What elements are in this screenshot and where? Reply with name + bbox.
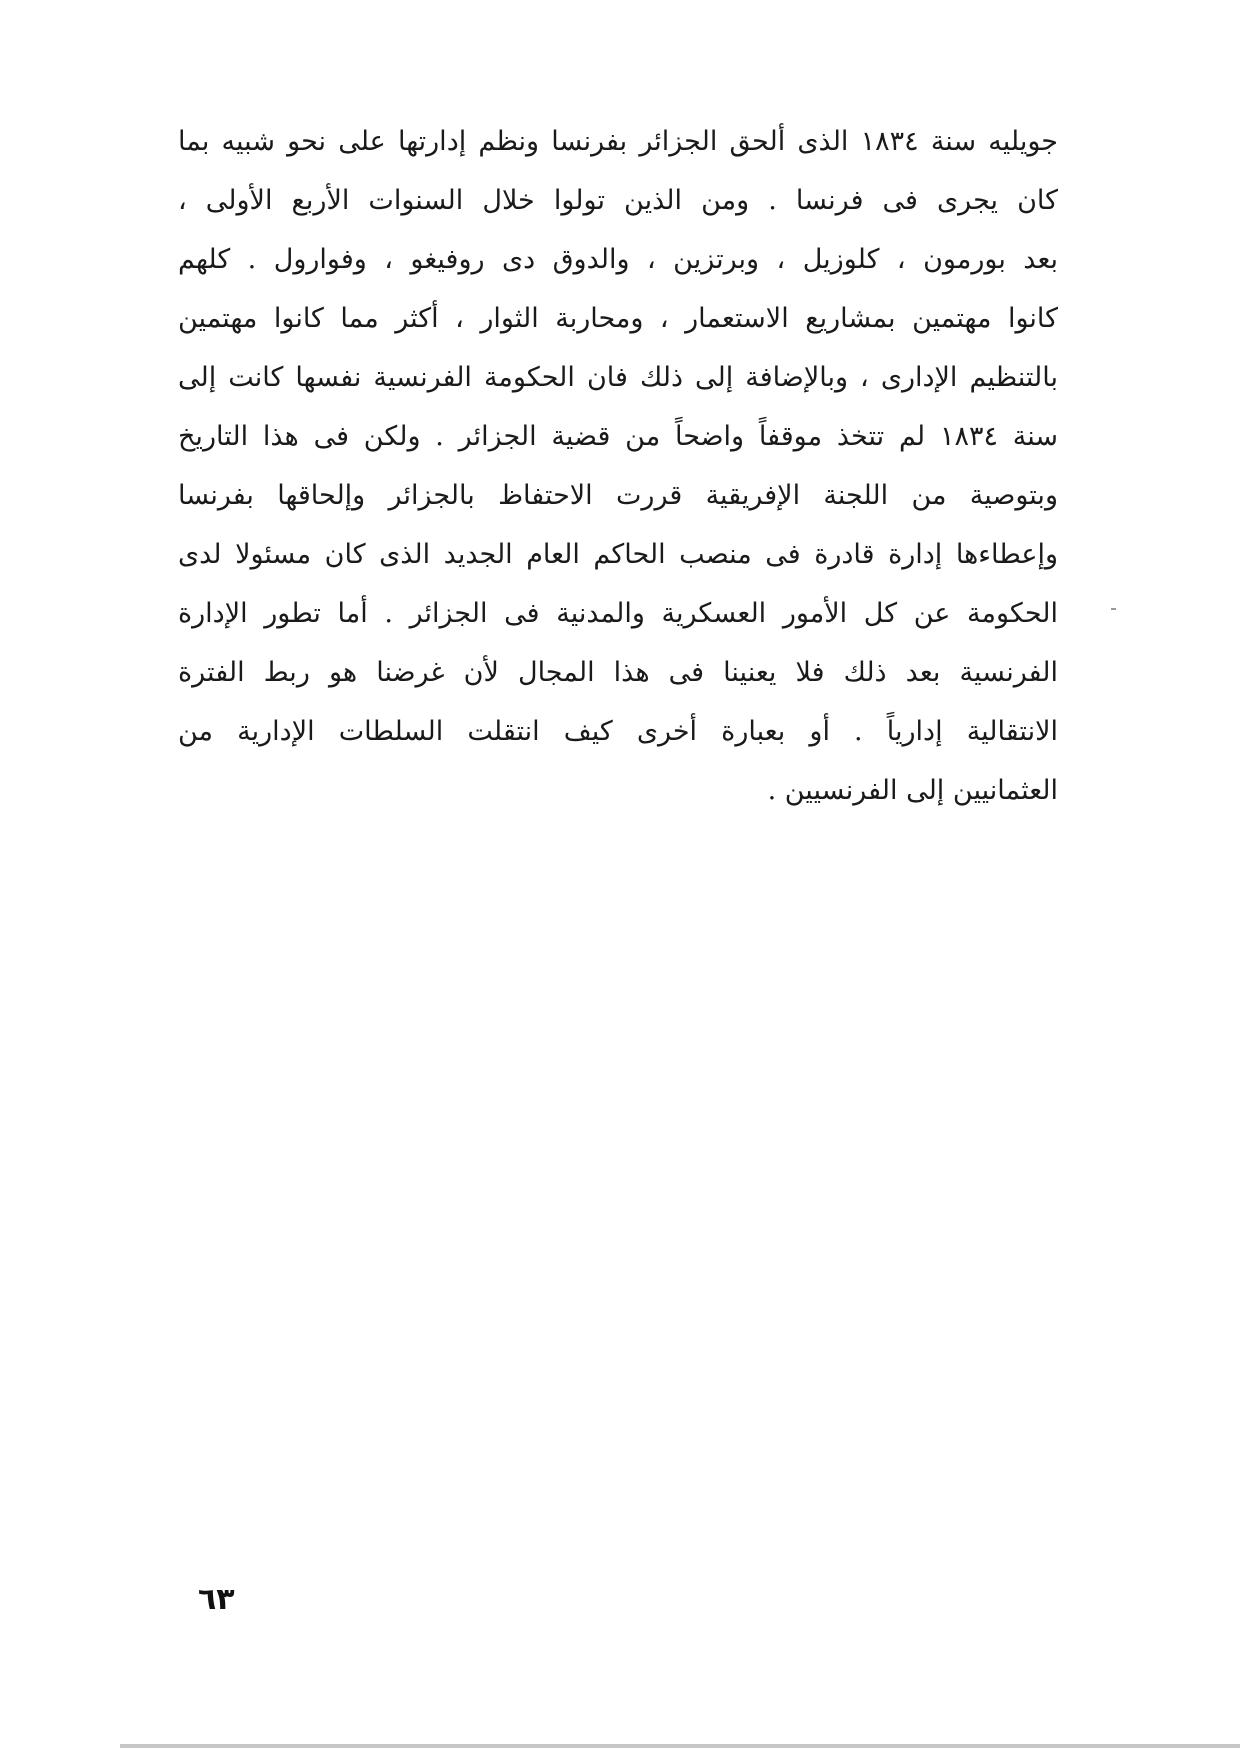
text-line-11: الانتقالية إدارياً . أو بعبارة أخرى كيف انتقلت السلطات الإدارية من xyxy=(178,716,1058,747)
margin-mark xyxy=(1111,608,1116,610)
text-line-9: الحكومة عن كل الأمور العسكرية والمدنية فى الجزائر . أما تطور الإدارة xyxy=(178,598,1058,629)
text-line-7: وبتوصية من اللجنة الإفريقية قررت الاحتفاظ بالجزائر وإلحاقها بفرنسا xyxy=(178,480,1058,511)
text-line-2: كان يجرى فى فرنسا . ومن الذين تولوا خلال السنوات الأربع الأولى ، xyxy=(178,185,1058,216)
text-line-12: العثمانيين إلى الفرنسيين . xyxy=(767,775,1058,806)
text-line-8: وإعطاءها إدارة قادرة فى منصب الحاكم العام الجديد الذى كان مسئولا لدى xyxy=(178,539,1058,570)
text-line-3: بعد بورمون ، كلوزيل ، وبرتزين ، والدوق دى روفيغو ، وفوارول . كلهم xyxy=(178,244,1058,275)
text-line-5: بالتنظيم الإدارى ، وبالإضافة إلى ذلك فان الحكومة الفرنسية نفسها كانت إلى xyxy=(178,362,1058,393)
page-number: ٦٣ xyxy=(198,1582,235,1617)
text-line-10: الفرنسية بعد ذلك فلا يعنينا فى هذا المجال لأن غرضنا هو ربط الفترة xyxy=(178,657,1058,688)
body-paragraph xyxy=(178,112,1058,820)
text-line-6: سنة ١٨٣٤ لم تتخذ موقفاً واضحاً من قضية الجزائر . ولكن فى هذا التاريخ xyxy=(178,421,1058,452)
bottom-rule xyxy=(120,1744,1240,1748)
text-line-4: كانوا مهتمين بمشاريع الاستعمار ، ومحاربة الثوار ، أكثر مما كانوا مهتمين xyxy=(178,303,1058,334)
text-line-1: جويليه سنة ١٨٣٤ الذى ألحق الجزائر بفرنسا ونظم إدارتها على نحو شبيه بما xyxy=(178,126,1058,157)
